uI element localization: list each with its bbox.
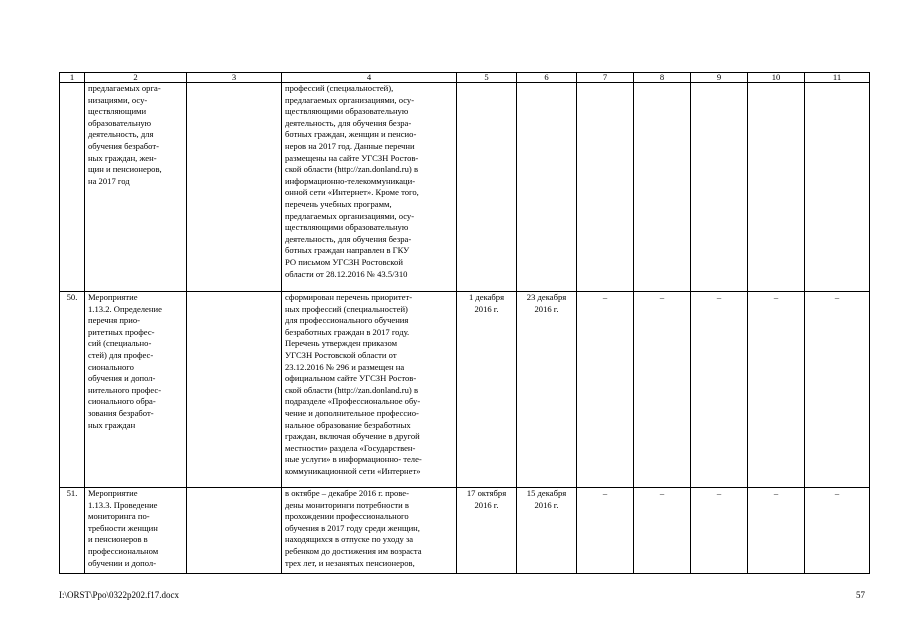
value-cell: – [691, 488, 748, 574]
text-line: РО письмом УГСЗН Ростовской [285, 256, 403, 267]
text-line: ритетных профес- [88, 326, 155, 337]
result-cell [282, 488, 457, 574]
text-line: ществляющими образовательную [285, 222, 409, 233]
text-line: и пенсионеров в [88, 534, 148, 545]
value-cell [805, 83, 870, 292]
value-cell: – [577, 488, 634, 574]
text-line: Мероприятие [88, 488, 138, 498]
value-cell: – [634, 292, 691, 488]
text-line: Перечень утвержден приказом [285, 338, 398, 349]
value-cell: – [577, 292, 634, 488]
value-cell [577, 83, 634, 292]
measure-name-cell [85, 83, 187, 292]
text-line: 1 декабря [468, 292, 505, 302]
text-line: ществляющими образовательную [285, 106, 409, 117]
text-line: обучении и допол- [88, 557, 157, 568]
table-row [60, 292, 870, 488]
text-line: ботных граждан направлен в ГКУ [285, 245, 410, 256]
text-line: 1.13.2. Определение [88, 303, 162, 314]
text-line: низациями, осу- [88, 94, 148, 105]
text-line: ребенком до достижения им возраста [285, 545, 422, 556]
text-line: сий (специально- [88, 338, 152, 349]
text-line: профессий (специальностей), [285, 83, 394, 93]
column-header: 7 [577, 73, 634, 83]
main-table [59, 72, 870, 574]
text-line: местности» раздела «Государствен- [285, 442, 416, 453]
text-line: ществляющими [88, 106, 147, 117]
text-line: деятельность, для обучения безра- [285, 117, 412, 128]
column-header: 4 [282, 73, 457, 83]
start-date-cell [457, 488, 517, 574]
text-line: предлагаемых организациями, осу- [285, 210, 415, 221]
text-line: в октябре – декабре 2016 г. прове- [285, 488, 409, 498]
text-line: 15 декабря [526, 488, 567, 498]
text-line: нальное образование безработных [285, 419, 411, 430]
text-line: находящихся в отпуске по уходу за [285, 534, 414, 545]
row-number: 51. [60, 488, 85, 574]
text-line: подразделе «Профессиональное обу- [285, 396, 421, 407]
text-line: прохождении профессионального [285, 511, 409, 522]
column-header: 2 [85, 73, 187, 83]
row-number [60, 83, 85, 292]
text-line: 23.12.2016 № 296 и размещен на [285, 361, 405, 372]
text-line: Мероприятие [88, 292, 138, 302]
column-header: 5 [457, 73, 517, 83]
text-line: зования безработ- [88, 407, 154, 418]
responsible-cell [187, 83, 282, 292]
text-line: предлагаемых организациями, осу- [285, 94, 415, 105]
text-line: перечень учебных программ, [285, 198, 392, 209]
text-line: 2016 г. [474, 499, 499, 510]
value-cell: – [805, 488, 870, 574]
start-date-cell [457, 83, 517, 292]
text-line: обучения безработ- [88, 140, 159, 151]
text-line: для профессионального обучения [285, 315, 409, 326]
responsible-cell [187, 292, 282, 488]
text-line: трех лет, и незанятых пенсионеров, [285, 557, 415, 568]
text-line: размещены на сайте УГСЗН Ростов- [285, 152, 419, 163]
text-line: дены мониторинги потребности в [285, 499, 409, 510]
text-line: ных граждан [88, 419, 136, 430]
file-path: I:\ORST\Ppo\0322p202.f17.docx [59, 590, 180, 600]
text-line: официальном сайте УГСЗН Ростов- [285, 373, 417, 384]
text-line: онной сети «Интернет». Кроме того, [285, 187, 419, 198]
text-line: стей) для профес- [88, 349, 154, 360]
text-line: 23 декабря [526, 292, 567, 302]
text-line: 2016 г. [534, 499, 559, 510]
measure-name-cell [85, 488, 187, 574]
text-line: предлагаемых орга- [88, 83, 161, 93]
page-number: 57 [856, 590, 865, 600]
measure-name-cell [85, 292, 187, 488]
text-line: безработных граждан в 2017 году. [285, 326, 410, 337]
column-header: 3 [187, 73, 282, 83]
end-date-cell [517, 292, 577, 488]
column-header: 9 [691, 73, 748, 83]
value-cell: – [748, 292, 805, 488]
value-cell: – [634, 488, 691, 574]
value-cell: – [805, 292, 870, 488]
responsible-cell [187, 488, 282, 574]
text-line: 2016 г. [474, 303, 499, 314]
text-line: мониторинга по- [88, 511, 150, 522]
text-line: информационно-телекоммуникаци- [285, 175, 416, 186]
text-line: профессиональном [88, 545, 159, 556]
text-line: деятельность, для [88, 129, 154, 140]
text-line: 1.13.3. Проведение [88, 499, 158, 510]
column-header: 8 [634, 73, 691, 83]
text-line: ской области (http://zan.donland.ru) в [285, 384, 419, 395]
result-cell [282, 292, 457, 488]
text-line: требности женщин [88, 522, 158, 533]
text-line: сионального [88, 361, 134, 372]
column-header: 10 [748, 73, 805, 83]
end-date-cell [517, 83, 577, 292]
text-line: ных профессий (специальностей) [285, 303, 408, 314]
value-cell: – [748, 488, 805, 574]
text-line: на 2017 год [88, 175, 130, 186]
text-line: сформирован перечень приоритет- [285, 292, 413, 302]
column-header: 1 [60, 73, 85, 83]
header-row [60, 73, 870, 83]
column-header: 6 [517, 73, 577, 83]
text-line: 2016 г. [534, 303, 559, 314]
start-date-cell [457, 292, 517, 488]
table-row [60, 488, 870, 574]
value-cell: – [691, 292, 748, 488]
text-line: ской области (http://zan.donland.ru) в [285, 164, 419, 175]
text-line: нительного профес- [88, 384, 162, 395]
value-cell [634, 83, 691, 292]
text-line: ные услуги» в информационно- теле- [285, 454, 422, 465]
text-line: обучения в 2017 году среди женщин, [285, 522, 420, 533]
text-line: образовательную [88, 117, 152, 128]
text-line: УГСЗН Ростовской области от [285, 349, 397, 360]
result-cell [282, 83, 457, 292]
text-line: сионального обра- [88, 396, 156, 407]
table-row [60, 83, 870, 292]
text-line: щин и пенсионеров, [88, 164, 162, 175]
text-line: неров на 2017 год. Данные перечни [285, 140, 415, 151]
text-line: ботных граждан, женщин и пенсио- [285, 129, 417, 140]
text-line: деятельность, для обучения безра- [285, 233, 412, 244]
row-number: 50. [60, 292, 85, 488]
text-line: перечня прио- [88, 315, 140, 326]
value-cell [691, 83, 748, 292]
text-line: ных граждан, жен- [88, 152, 157, 163]
text-line: чение и дополнительное профессио- [285, 407, 419, 418]
column-header: 11 [805, 73, 870, 83]
text-line: 17 октября [466, 488, 507, 498]
text-line: коммуникационной сети «Интернет» [285, 465, 421, 476]
text-line: граждан, включая обучение в другой [285, 431, 420, 442]
end-date-cell [517, 488, 577, 574]
text-line: области от 28.12.2016 № 43.5/310 [285, 268, 408, 279]
value-cell [748, 83, 805, 292]
text-line: обучения и допол- [88, 373, 156, 384]
